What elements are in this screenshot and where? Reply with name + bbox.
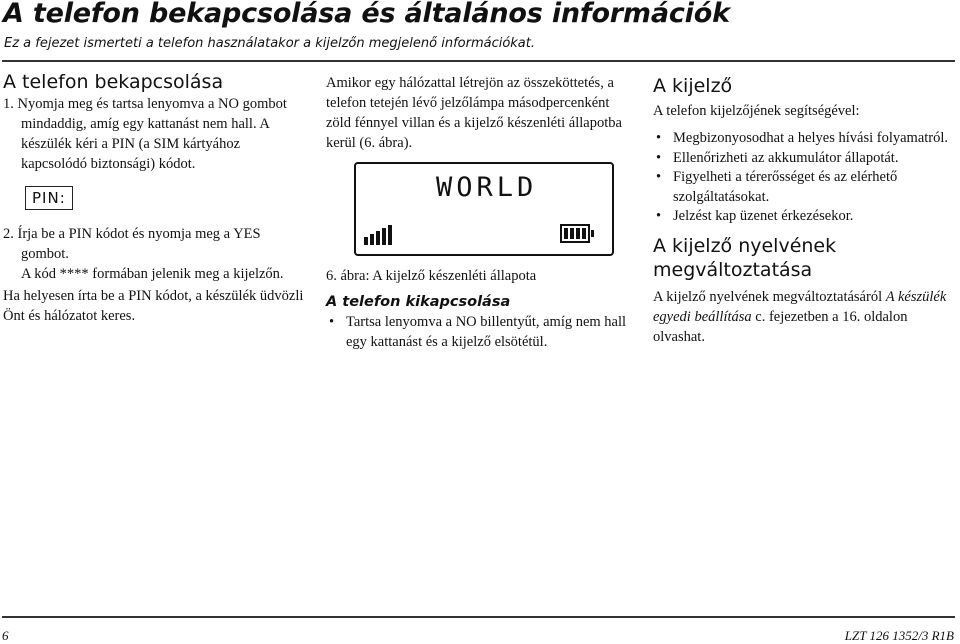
list-item: • Megbizonyosodhat a helyes hívási folyamatról. xyxy=(653,129,958,149)
battery-segment xyxy=(576,228,580,239)
left-column xyxy=(3,70,308,326)
figure-caption: 6. ábra: A kijelző készenléti állapota xyxy=(326,268,537,284)
page-number: 6 xyxy=(2,628,9,643)
bullet-icon: • xyxy=(656,208,662,224)
section-heading-display: A kijelző xyxy=(653,75,733,97)
signal-bar xyxy=(370,234,374,245)
bullet-icon: • xyxy=(656,149,662,166)
page-title: A telefon bekapcsolása és általános információk xyxy=(3,0,730,29)
display-features-list xyxy=(653,129,958,227)
section-heading-power-on: A telefon bekapcsolása xyxy=(3,71,224,93)
list-item: • Ellenőrizheti az akkumulátor állapotát. xyxy=(653,149,958,169)
document-code: LZT 126 1352/3 R1B xyxy=(844,628,954,643)
bullet-icon: • xyxy=(656,169,662,185)
pin-prompt-label: PIN: xyxy=(32,189,66,207)
pin-prompt-box xyxy=(25,186,73,210)
bullet-icon: • xyxy=(329,314,335,330)
list-item: • Tartsa lenyomva a NO billentyűt, amíg nem hall egy kattanást és a kijelző elsötétül. xyxy=(329,314,627,350)
battery-segment xyxy=(570,228,574,239)
right-column xyxy=(653,74,958,347)
middle-column xyxy=(326,73,634,352)
signal-bar xyxy=(382,228,386,245)
battery-segment xyxy=(564,228,568,239)
signal-strength-icon xyxy=(364,225,392,245)
subheading-power-off: A telefon kikapcsolása xyxy=(326,294,511,310)
chapter-reference: A készülék egyedi beállítása xyxy=(653,288,947,325)
display-network-name: WORLD xyxy=(436,172,538,203)
page-subtitle: Ez a fejezet ismerteti a telefon használatakor a kijelzőn megjelenő információkat. xyxy=(4,36,536,51)
signal-bar xyxy=(376,231,380,245)
list-item: • Jelzést kap üzenet érkezésekor. xyxy=(653,207,958,227)
list-item: • Figyelheti a térerősséget és az elérhető szolgáltatásokat. xyxy=(656,169,898,205)
bottom-divider xyxy=(2,616,955,618)
step-1-text: mindaddig, amíg egy kattanást nem hall. A készülék kéri a PIN (a SIM kártyához kapcsolódó biztonsági) kódot. xyxy=(21,116,270,172)
battery-segment xyxy=(582,228,586,239)
step-2-label: 2. Írja be a PIN kódot és nyomja meg a YES xyxy=(3,226,261,242)
top-divider xyxy=(2,60,955,62)
step-2-text-a: gombot. xyxy=(21,246,69,262)
signal-bar xyxy=(364,237,368,245)
network-connect-paragraph: Amikor egy hálózattal létrejön az összeköttetés, a telefon tetején lévő jelzőlámpa másodpercenként zöld fénnyel villan és a kijelző készenléti állapotba kerül (6. ábra). xyxy=(326,75,622,151)
section-heading-language: A kijelző nyelvének megváltoztatása xyxy=(653,234,837,281)
display-intro: A telefon kijelzőjének segítségével: xyxy=(653,103,860,119)
power-off-list xyxy=(326,313,634,352)
step-2-text-b: A kód **** formában jelenik meg a kijelzőn. xyxy=(21,266,284,282)
bullet-icon: • xyxy=(656,130,662,146)
step-1-label: 1. Nyomja meg és tartsa lenyomva a NO gombot xyxy=(3,96,287,112)
pin-success-paragraph: Ha helyesen írta be a PIN kódot, a készülék üdvözli Önt és hálózatot keres. xyxy=(3,288,304,324)
language-paragraph: A kijelző nyelvének megváltoztatásáról A készülék egyedi beállítása c. fejezetben a 16. oldalon olvashat. xyxy=(653,288,947,345)
battery-icon xyxy=(560,224,590,243)
standby-display-figure xyxy=(354,162,614,256)
signal-bar xyxy=(388,225,392,245)
